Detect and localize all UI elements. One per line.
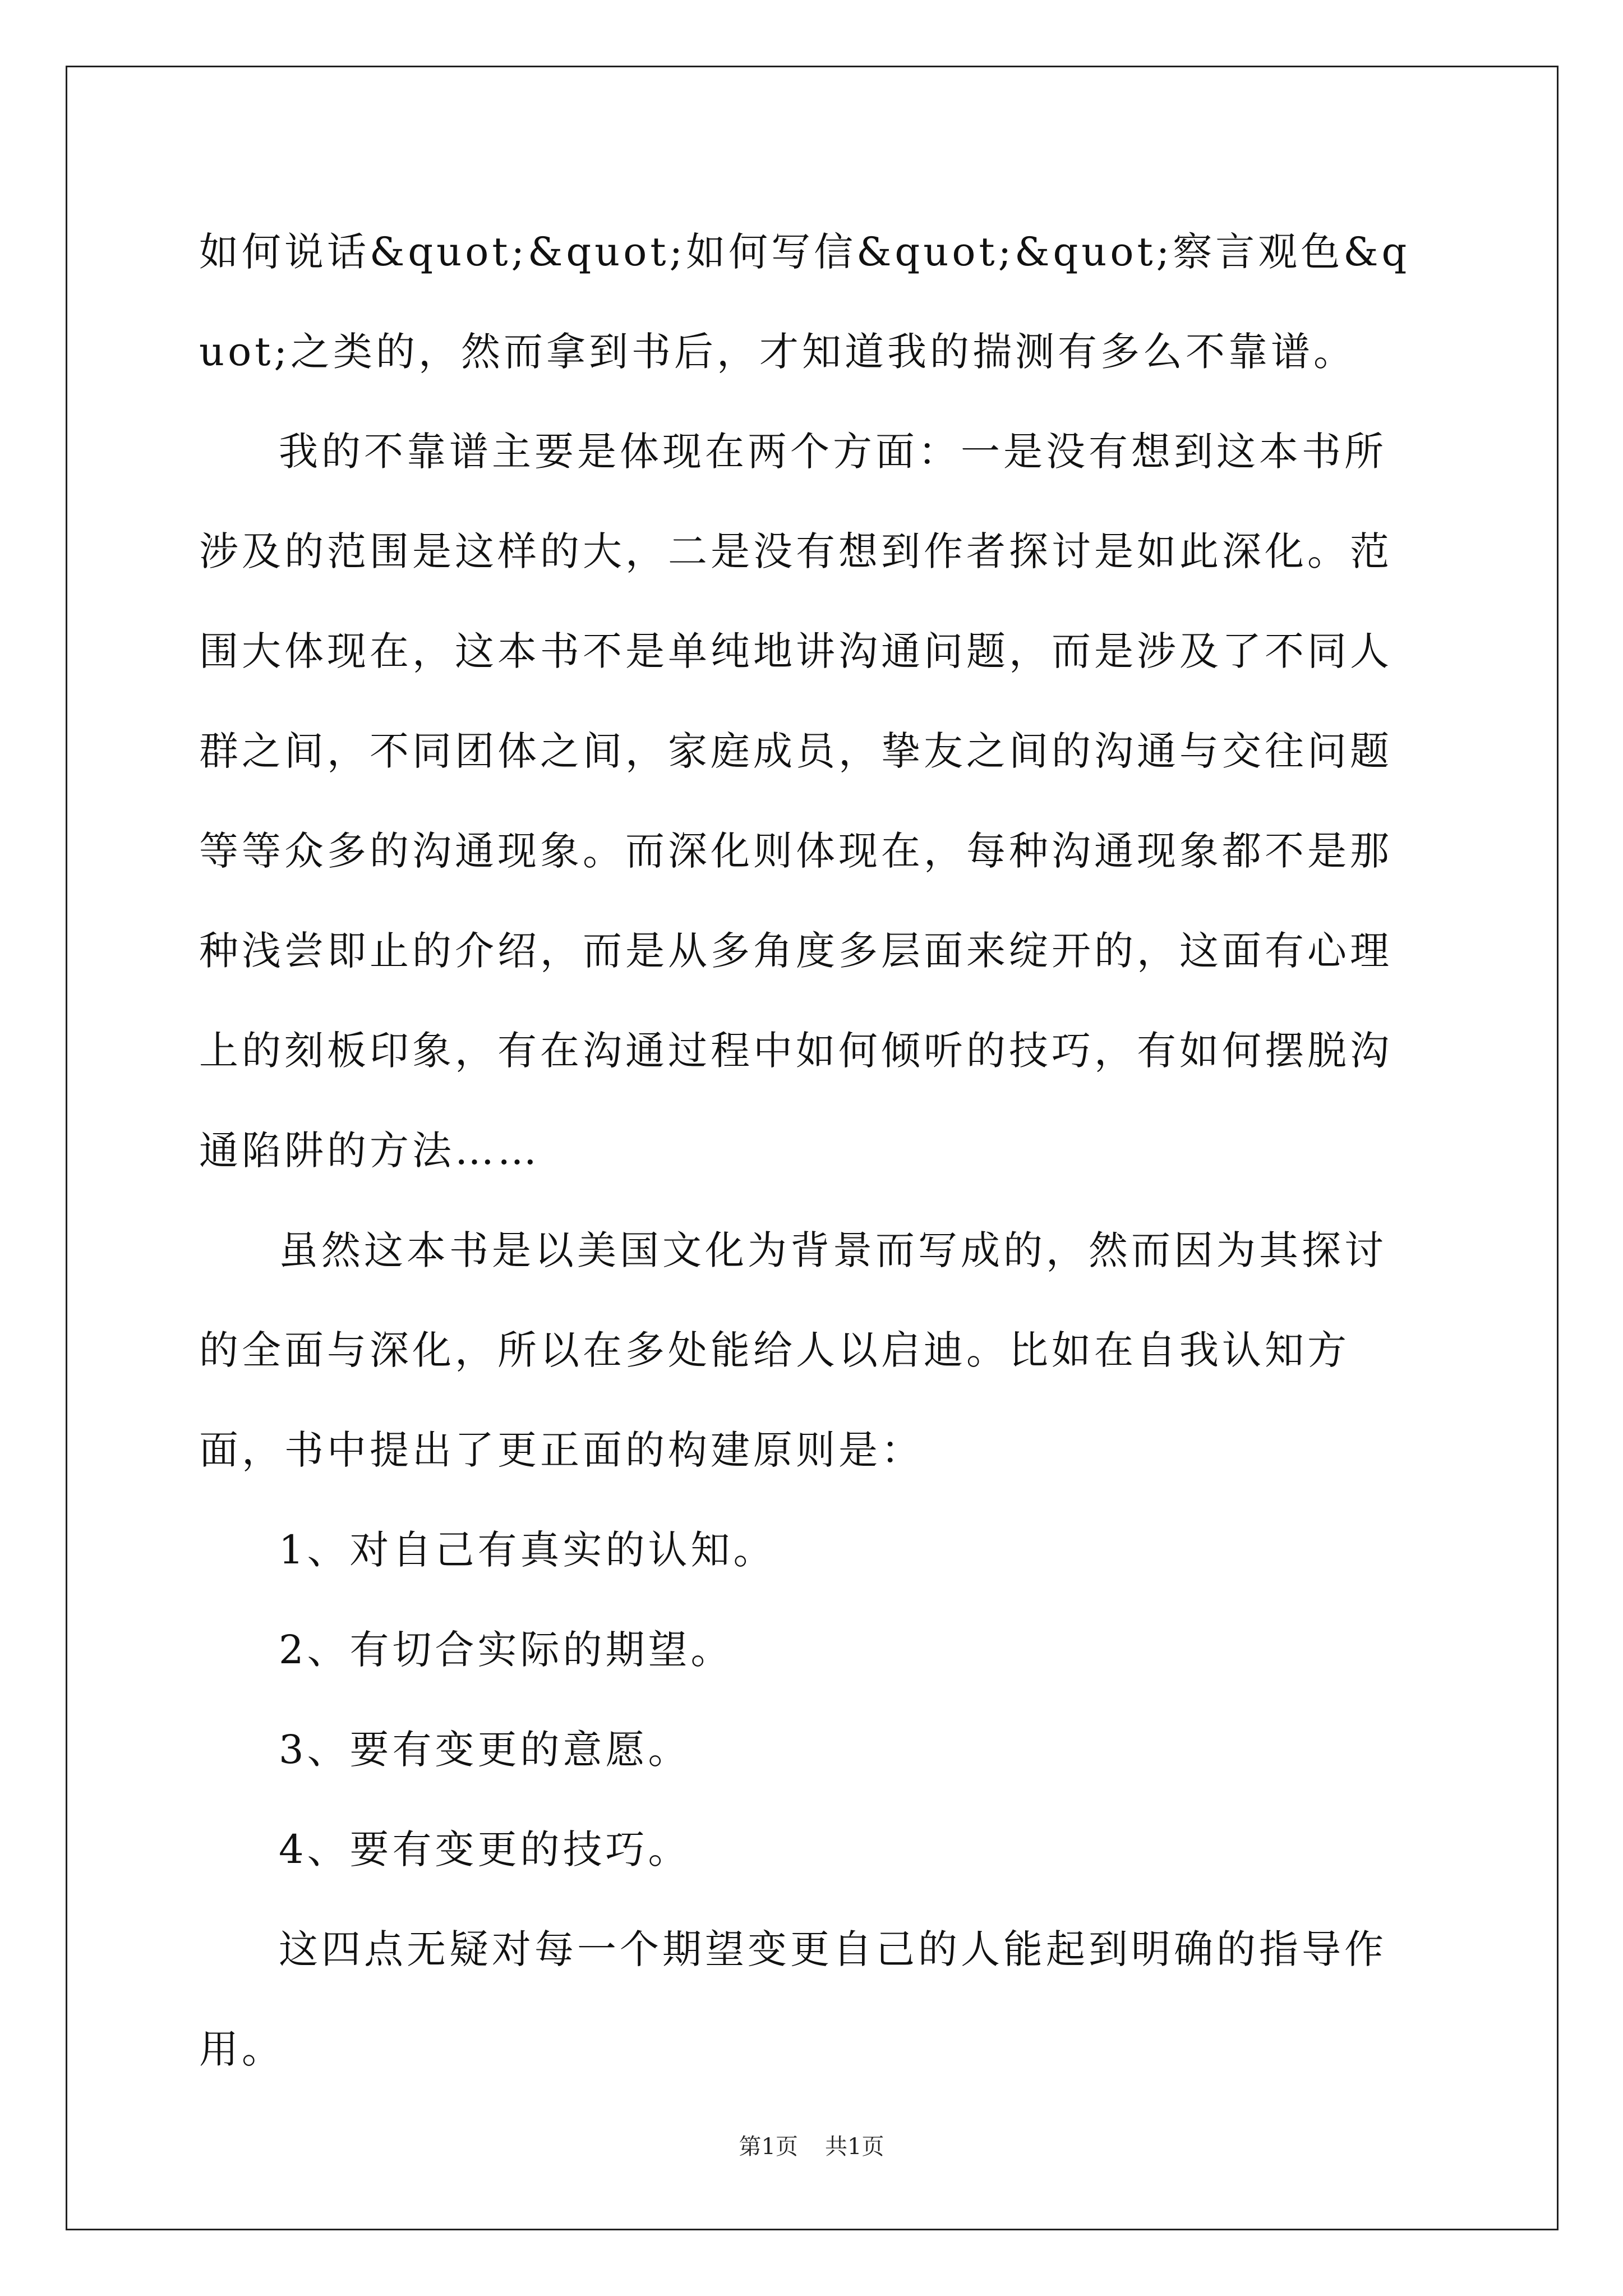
document-body bbox=[199, 202, 1428, 2099]
list-item: 2、有切合实际的期望。 bbox=[279, 1627, 734, 1673]
list-item: 1、对自己有真实的认知。 bbox=[279, 1527, 776, 1573]
paragraph-unreliable: 我的不靠谱主要是体现在两个方面：一是没有想到这本书所涉及的范围是这样的大，二是没有想到作者探讨是如此深化。范围大体现在，这本书不是单纯地讲沟通问题，而是涉及了不同人群之间，不同团体之间，家庭成员，挚友之间的沟通与交往问题等等众多的沟通现象。而深化则体现在，每种沟通现象都不是那种浅尝即止的介绍，而是从多角度多层面来绽开的，这面有心理上的刻板印象，有在沟通过程中如何倾听的技巧，有如何摆脱沟通陷阱的方法…… bbox=[199, 429, 1393, 1174]
page-footer bbox=[0, 2129, 1623, 2161]
list-item: 4、要有变更的技巧。 bbox=[279, 1826, 691, 1872]
page-total: 共1页 bbox=[825, 2134, 884, 2160]
list-item: 3、要有变更的意愿。 bbox=[279, 1727, 691, 1773]
page-number: 第1页 bbox=[739, 2134, 798, 2160]
paragraph-background: 虽然这本书是以美国文化为背景而写成的，然而因为其探讨的全面与深化，所以在多处能给人以启迪。比如在自我认知方面，书中提出了更正面的构建原则是： bbox=[199, 1227, 1387, 1473]
paragraph-conclusion: 这四点无疑对每一个期望变更自己的人能起到明确的指导作用。 bbox=[199, 1926, 1387, 2072]
paragraph-intro: 如何说话&quot;&quot;如何写信&quot;&quot;察言观色&quot;之类的，然而拿到书后，才知道我的揣测有多么不靠谱。 bbox=[199, 229, 1410, 375]
